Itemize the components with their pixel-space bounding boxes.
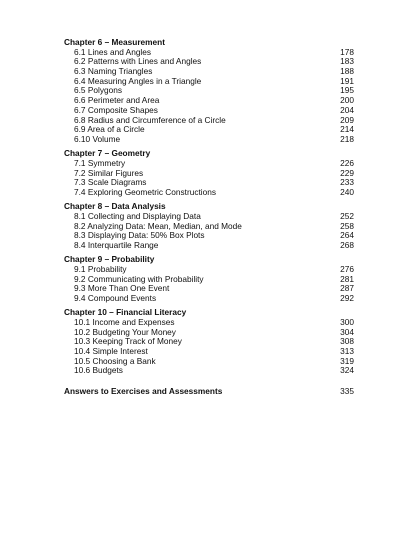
entry-label: 6.4 Measuring Angles in a Triangle bbox=[74, 75, 202, 86]
chapter-10-section bbox=[64, 308, 354, 376]
entry-page-number: 252 bbox=[340, 210, 354, 221]
entry-page-number: 264 bbox=[340, 230, 354, 241]
entry-page-number: 268 bbox=[340, 239, 354, 250]
chapter-heading: Chapter 8 – Data Analysis bbox=[64, 201, 166, 212]
entry-page-number: 304 bbox=[340, 326, 354, 337]
entry-page-number: 204 bbox=[340, 104, 354, 115]
entry-page-number: 218 bbox=[340, 133, 354, 144]
entry-label: 6.6 Perimeter and Area bbox=[74, 95, 160, 106]
chapter-7-section bbox=[64, 149, 354, 197]
entry-page-number: 183 bbox=[340, 56, 354, 67]
entry-label: 10.6 Budgets bbox=[74, 365, 123, 376]
answers-heading: Answers to Exercises and Assessments bbox=[64, 386, 223, 397]
entry-label: 10.4 Simple Interest bbox=[74, 346, 148, 356]
answers-page-number: 335 bbox=[340, 386, 354, 397]
entry-label: 8.2 Analyzing Data: Mean, Median, and Mode bbox=[74, 220, 242, 231]
entry-page-number: 258 bbox=[340, 220, 354, 231]
entry-page-number: 308 bbox=[340, 336, 354, 347]
toc-entry bbox=[64, 366, 354, 376]
chapter-heading: Chapter 9 – Probability bbox=[64, 254, 155, 265]
chapter-9-section bbox=[64, 255, 354, 303]
entry-label: 7.1 Symmetry bbox=[74, 157, 126, 168]
entry-page-number: 300 bbox=[340, 316, 354, 327]
entry-page-number: 240 bbox=[340, 186, 354, 197]
entry-label: 10.5 Choosing a Bank bbox=[74, 355, 156, 366]
entry-label: 7.2 Similar Figures bbox=[74, 167, 144, 178]
entry-page-number: 281 bbox=[340, 273, 354, 284]
chapter-6-section bbox=[64, 38, 354, 145]
entry-label: 7.4 Exploring Geometric Constructions bbox=[74, 186, 217, 197]
entry-page-number: 188 bbox=[340, 66, 354, 77]
entry-page-number: 226 bbox=[340, 157, 354, 168]
entry-label: 9.1 Probability bbox=[74, 263, 127, 274]
table-of-contents bbox=[64, 38, 354, 397]
entry-page-number: 324 bbox=[340, 365, 354, 376]
entry-page-number: 178 bbox=[340, 46, 354, 57]
entry-page-number: 229 bbox=[340, 167, 354, 178]
entry-label: 6.2 Patterns with Lines and Angles bbox=[74, 56, 202, 67]
entry-page-number: 233 bbox=[340, 177, 354, 188]
entry-page-number: 195 bbox=[340, 85, 354, 96]
toc-entry bbox=[64, 135, 354, 145]
entry-label: 9.4 Compound Events bbox=[74, 292, 157, 303]
entry-label: 6.7 Composite Shapes bbox=[74, 104, 158, 115]
entry-label: 9.2 Communicating with Probability bbox=[74, 273, 204, 284]
entry-label: 8.1 Collecting and Displaying Data bbox=[74, 210, 201, 221]
entry-label: 6.8 Radius and Circumference of a Circle bbox=[74, 114, 226, 125]
entry-page-number: 313 bbox=[340, 346, 354, 356]
chapter-heading: Chapter 10 – Financial Literacy bbox=[64, 307, 187, 318]
entry-page-number: 287 bbox=[340, 283, 354, 294]
entry-label: 8.4 Interquartile Range bbox=[74, 239, 159, 250]
entry-label: 8.3 Displaying Data: 50% Box Plots bbox=[74, 230, 205, 241]
entry-page-number: 292 bbox=[340, 292, 354, 303]
entry-page-number: 214 bbox=[340, 124, 354, 135]
entry-label: 10.1 Income and Expenses bbox=[74, 316, 175, 327]
entry-label: 6.3 Naming Triangles bbox=[74, 66, 153, 77]
entry-label: 6.10 Volume bbox=[74, 133, 121, 144]
toc-entry bbox=[64, 188, 354, 198]
toc-entry bbox=[64, 294, 354, 304]
chapter-heading: Chapter 7 – Geometry bbox=[64, 148, 151, 159]
entry-label: 10.2 Budgeting Your Money bbox=[74, 326, 176, 337]
toc-entry bbox=[64, 241, 354, 251]
answers-entry bbox=[64, 387, 354, 397]
entry-label: 6.5 Polygons bbox=[74, 85, 122, 96]
entry-label: 10.3 Keeping Track of Money bbox=[74, 336, 182, 347]
chapter-heading: Chapter 6 – Measurement bbox=[64, 37, 165, 47]
entry-page-number: 200 bbox=[340, 95, 354, 106]
entry-page-number: 319 bbox=[340, 355, 354, 366]
entry-page-number: 276 bbox=[340, 263, 354, 274]
entry-label: 9.3 More Than One Event bbox=[74, 283, 170, 294]
entry-label: 6.1 Lines and Angles bbox=[74, 46, 152, 57]
entry-label: 6.9 Area of a Circle bbox=[74, 124, 145, 135]
chapter-8-section bbox=[64, 202, 354, 250]
entry-page-number: 209 bbox=[340, 114, 354, 125]
entry-page-number: 191 bbox=[340, 75, 354, 86]
entry-label: 7.3 Scale Diagrams bbox=[74, 177, 147, 188]
